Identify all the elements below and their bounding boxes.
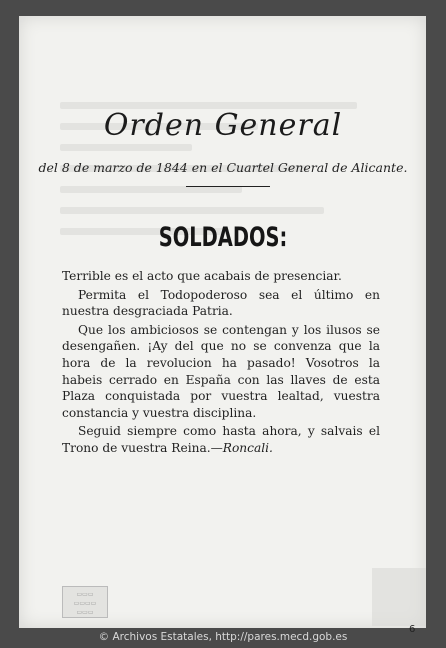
divider-rule (186, 186, 270, 187)
paragraph-4-text: Seguid siempre como hasta ahora, y salvais el Trono de vuestra Reina. (62, 424, 380, 455)
paragraph-2: Permita el Todopoderoso sea el último en nuestra desgraciada Patria. (62, 287, 380, 319)
paragraph-3: Que los ambiciosos se contengan y los ilusos se desengañen. ¡Ay del que no se convenza que la hora de la revolucion ha pasado! Vosotros la habeis cerrado en España con las llaves de esta Plaza conquistada por vuestra lealtad, vuestra constancia y vuestra disciplina. (62, 322, 380, 420)
signature: —Roncali. (210, 440, 273, 455)
document-body (62, 268, 380, 459)
paragraph-1: Terrible es el acto que acabais de presenciar. (62, 269, 342, 283)
section-heading: SOLDADOS: (158, 222, 288, 253)
document-title: Orden General (103, 108, 343, 143)
paragraph-4 (62, 423, 380, 456)
archive-credit: © Archivos Estatales, http://pares.mecd.gob.es (98, 631, 348, 643)
archive-watermark (372, 568, 426, 626)
archive-stamp: ▭▭▭ ▭▭▭▭ ▭▭▭ (62, 586, 108, 618)
page-number: 6 (409, 624, 416, 635)
document-subtitle: del 8 de marzo de 1844 en el Cuartel General de Alicante. (38, 160, 408, 175)
